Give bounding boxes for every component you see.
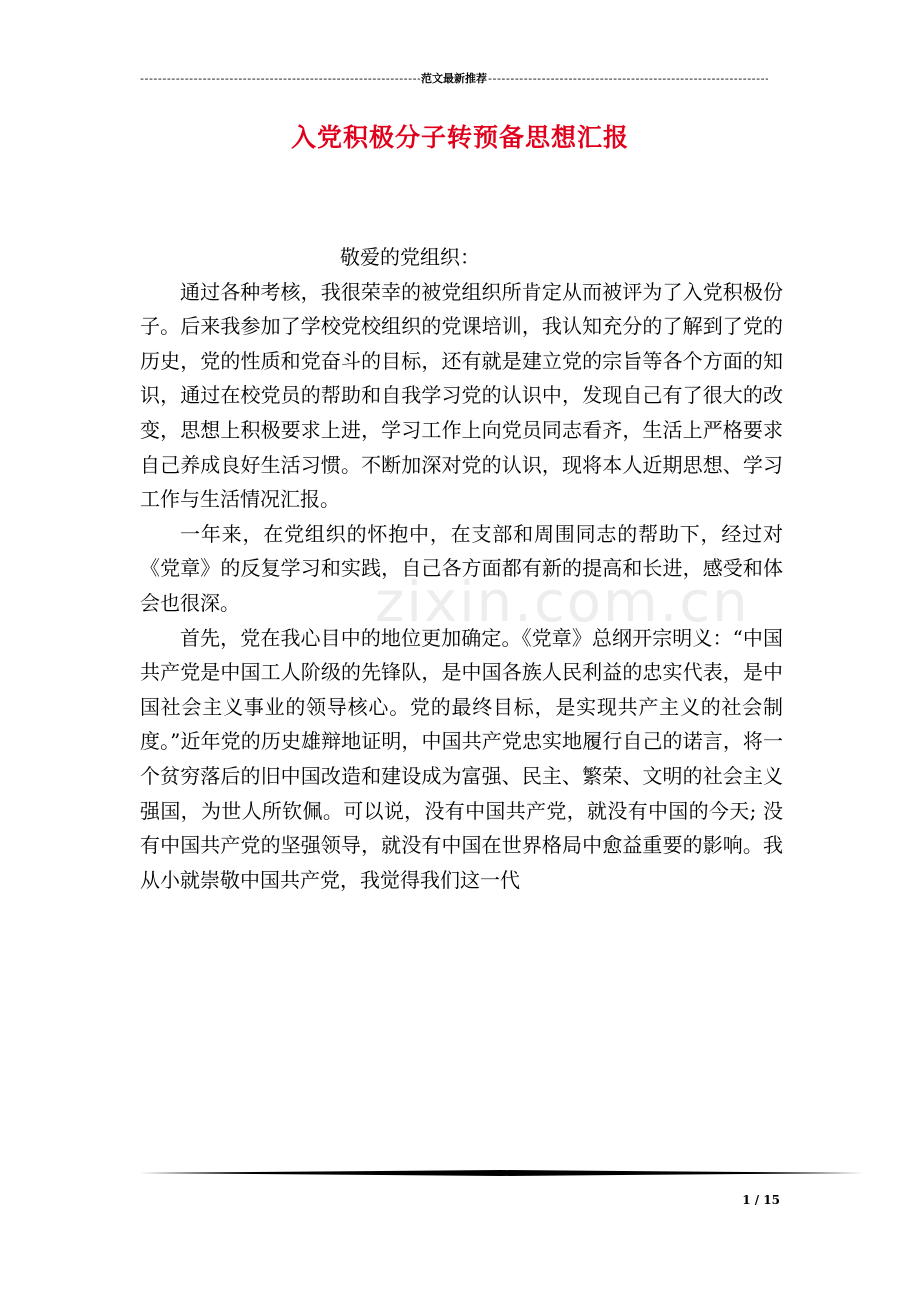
paragraph-1: 通过各种考核，我很荣幸的被党组织所肯定从而被评为了入党积极份子。后来我参加了学校党校组织的党课培训，我认知充分的了解到了党的历史，党的性质和党奋斗的目标，还有就是建立党的宗旨等各个方面的知识，通过在校党员的帮助和自我学习党的认识中，发现自己有了很大的改变，思想上积极要求上进，学习工作上向党员同志看齐，生活上严格要求自己养成良好生活习惯。不断加深对党的认识，现将本人近期思想、学习工作与生活情况汇报。 xyxy=(140,279,783,512)
footer-rule xyxy=(140,1170,863,1176)
header-label: 范文最新推荐 xyxy=(421,72,487,85)
document-title: 入党积极分子转预备思想汇报 xyxy=(290,123,629,152)
page-header xyxy=(140,70,768,86)
paragraph-2: 一年来，在党组织的怀抱中，在支部和周围同志的帮助下，经过对《党章》的反复学习和实践，自己各方面都有新的提高和长进，感受和体会也很深。 xyxy=(140,521,783,615)
header-dashes-left xyxy=(140,72,420,85)
page-number: 1 / 15 xyxy=(742,1193,780,1207)
salutation: 敬爱的党组织： xyxy=(340,245,480,269)
header-dashes-right xyxy=(488,72,768,85)
watermark: zixin.com.cn xyxy=(375,570,750,635)
paragraph-3: 首先，党在我心目中的地位更加确定。《党章》总纲开宗明义：“中国共产党是中国工人阶级的先锋队，是中国各族人民利益的忠实代表，是中国社会主义事业的领导核心。党的最终目标，是实现共产主义的社会制度。”近年党的历史雄辩地证明，中国共产党忠实地履行自己的诺言，将一个贫穷落后的旧中国改造和建设成为富强、民主、繁荣、文明的社会主义强国，为世人所钦佩。可以说，没有中国共产党，就没有中国的今天; 没有中国共产党的坚强领导，就没有中国在世界格局中愈益重要的影响。我从小就崇敬中国共产党，我觉得我们这一代 xyxy=(140,625,783,892)
document-body xyxy=(140,240,783,897)
